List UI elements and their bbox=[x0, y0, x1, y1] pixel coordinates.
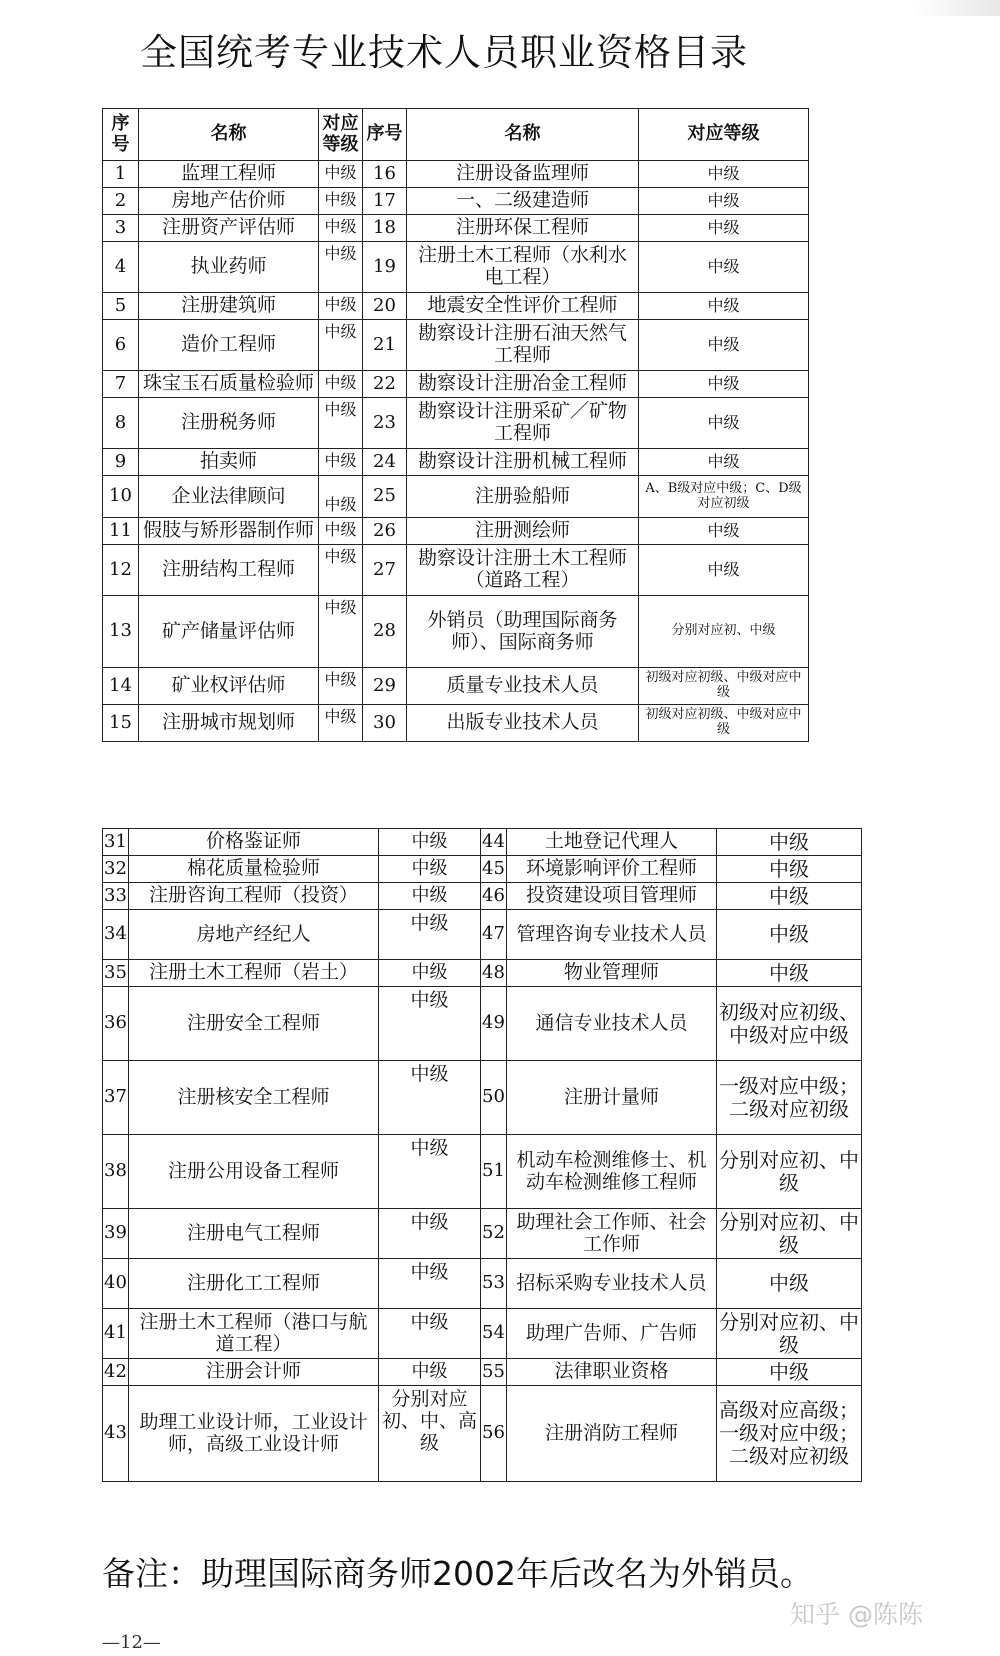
qualification-name: 管理咨询专业技术人员 bbox=[507, 910, 717, 960]
item-number: 47 bbox=[481, 910, 507, 960]
level-cell: 中级 bbox=[717, 1259, 862, 1309]
item-number: 27 bbox=[363, 545, 407, 596]
item-number: 54 bbox=[481, 1309, 507, 1359]
qualification-name: 助理广告师、广告师 bbox=[507, 1309, 717, 1359]
item-number: 43 bbox=[103, 1386, 129, 1482]
qualification-name: 注册结构工程师 bbox=[139, 545, 319, 596]
item-number: 6 bbox=[103, 320, 139, 371]
level-cell: 中级 bbox=[639, 215, 809, 242]
table-row bbox=[103, 1209, 862, 1259]
qualification-table-1 bbox=[102, 108, 809, 742]
level-cell: 一级对应中级；二级对应初级 bbox=[717, 1061, 862, 1135]
level-cell: 中级 bbox=[319, 188, 363, 215]
header-level: 对应等级 bbox=[639, 109, 809, 161]
level-cell: 中级 bbox=[319, 705, 363, 742]
level-cell: 初级对应初级、中级对应中级 bbox=[639, 705, 809, 742]
qualification-name: 注册设备监理师 bbox=[407, 161, 639, 188]
level-cell: 中级 bbox=[379, 1309, 481, 1359]
table-row bbox=[103, 545, 809, 596]
level-cell: 中级 bbox=[639, 518, 809, 545]
level-cell: 中级 bbox=[717, 883, 862, 910]
level-cell: 中级 bbox=[319, 161, 363, 188]
item-number: 20 bbox=[363, 293, 407, 320]
qualification-name: 拍卖师 bbox=[139, 449, 319, 476]
qualification-name: 造价工程师 bbox=[139, 320, 319, 371]
level-cell: 中级 bbox=[717, 960, 862, 987]
table-row bbox=[103, 371, 809, 398]
level-cell: 分别对应初、中级 bbox=[717, 1309, 862, 1359]
level-cell: 中级 bbox=[639, 371, 809, 398]
level-cell: 中级 bbox=[379, 1135, 481, 1209]
level-cell: 分别对应初、中、高级 bbox=[379, 1386, 481, 1482]
level-cell: 中级 bbox=[639, 242, 809, 293]
level-cell: 中级 bbox=[379, 987, 481, 1061]
item-number: 18 bbox=[363, 215, 407, 242]
level-cell: 分别对应初、中级 bbox=[717, 1135, 862, 1209]
qualification-name: 机动车检测维修士、机动车检测维修工程师 bbox=[507, 1135, 717, 1209]
header-level: 对应等级 bbox=[319, 109, 363, 161]
footnote: 备注：助理国际商务师2002年后改名为外销员。 bbox=[102, 1554, 813, 1593]
level-cell: 中级 bbox=[319, 518, 363, 545]
item-number: 30 bbox=[363, 705, 407, 742]
table-row bbox=[103, 1135, 862, 1209]
level-cell: 中级 bbox=[319, 371, 363, 398]
qualification-name: 注册安全工程师 bbox=[129, 987, 379, 1061]
level-cell: 分别对应初、中级 bbox=[639, 596, 809, 668]
level-cell: 中级 bbox=[319, 293, 363, 320]
item-number: 3 bbox=[103, 215, 139, 242]
table-header-row bbox=[103, 109, 809, 161]
level-cell: 中级 bbox=[639, 293, 809, 320]
level-cell: 中级 bbox=[639, 545, 809, 596]
item-number: 33 bbox=[103, 883, 129, 910]
header-name: 名称 bbox=[407, 109, 639, 161]
qualification-name: 矿业权评估师 bbox=[139, 668, 319, 705]
level-cell: 中级 bbox=[379, 829, 481, 856]
level-cell: 中级 bbox=[717, 1359, 862, 1386]
table-row bbox=[103, 856, 862, 883]
level-cell: 中级 bbox=[319, 320, 363, 371]
level-cell: 中级 bbox=[319, 545, 363, 596]
qualification-name: 注册会计师 bbox=[129, 1359, 379, 1386]
table-row bbox=[103, 668, 809, 705]
level-cell: 中级 bbox=[319, 668, 363, 705]
level-cell: 初级对应初级、中级对应中级 bbox=[717, 987, 862, 1061]
qualification-name: 招标采购专业技术人员 bbox=[507, 1259, 717, 1309]
item-number: 56 bbox=[481, 1386, 507, 1482]
item-number: 48 bbox=[481, 960, 507, 987]
item-number: 19 bbox=[363, 242, 407, 293]
page-corner-shadow bbox=[910, 0, 1000, 16]
qualification-name: 注册验船师 bbox=[407, 476, 639, 518]
qualification-name: 物业管理师 bbox=[507, 960, 717, 987]
item-number: 23 bbox=[363, 398, 407, 449]
item-number: 32 bbox=[103, 856, 129, 883]
item-number: 52 bbox=[481, 1209, 507, 1259]
qualification-name: 价格鉴证师 bbox=[129, 829, 379, 856]
qualification-name: 矿产储量评估师 bbox=[139, 596, 319, 668]
item-number: 11 bbox=[103, 518, 139, 545]
qualification-name: 注册土木工程师（港口与航道工程） bbox=[129, 1309, 379, 1359]
qualification-name: 注册资产评估师 bbox=[139, 215, 319, 242]
qualification-name: 注册税务师 bbox=[139, 398, 319, 449]
table-row bbox=[103, 596, 809, 668]
qualification-name: 注册咨询工程师（投资） bbox=[129, 883, 379, 910]
table-row bbox=[103, 1259, 862, 1309]
qualification-name: 注册环保工程师 bbox=[407, 215, 639, 242]
item-number: 49 bbox=[481, 987, 507, 1061]
qualification-name: 助理工业设计师，工业设计师，高级工业设计师 bbox=[129, 1386, 379, 1482]
qualification-name: 勘察设计注册机械工程师 bbox=[407, 449, 639, 476]
level-cell: 中级 bbox=[639, 188, 809, 215]
item-number: 4 bbox=[103, 242, 139, 293]
qualification-name: 珠宝玉石质量检验师 bbox=[139, 371, 319, 398]
table-row bbox=[103, 518, 809, 545]
qualification-name: 执业药师 bbox=[139, 242, 319, 293]
qualification-name: 助理社会工作师、社会工作师 bbox=[507, 1209, 717, 1259]
header-name: 名称 bbox=[139, 109, 319, 161]
table-row bbox=[103, 398, 809, 449]
qualification-name: 出版专业技术人员 bbox=[407, 705, 639, 742]
item-number: 16 bbox=[363, 161, 407, 188]
table-row bbox=[103, 829, 862, 856]
item-number: 42 bbox=[103, 1359, 129, 1386]
qualification-name: 通信专业技术人员 bbox=[507, 987, 717, 1061]
qualification-name: 地震安全性评价工程师 bbox=[407, 293, 639, 320]
level-cell: 中级 bbox=[379, 1359, 481, 1386]
item-number: 37 bbox=[103, 1061, 129, 1135]
header-no: 序号 bbox=[363, 109, 407, 161]
item-number: 28 bbox=[363, 596, 407, 668]
qualification-name: 注册电气工程师 bbox=[129, 1209, 379, 1259]
qualification-name: 一、二级建造师 bbox=[407, 188, 639, 215]
level-cell: 中级 bbox=[319, 596, 363, 668]
table-row bbox=[103, 910, 862, 960]
qualification-table-2 bbox=[102, 828, 862, 1482]
qualification-name: 棉花质量检验师 bbox=[129, 856, 379, 883]
item-number: 24 bbox=[363, 449, 407, 476]
level-cell: 中级 bbox=[379, 1209, 481, 1259]
item-number: 36 bbox=[103, 987, 129, 1061]
qualification-name: 注册计量师 bbox=[507, 1061, 717, 1135]
item-number: 40 bbox=[103, 1259, 129, 1309]
level-cell: 中级 bbox=[319, 215, 363, 242]
level-cell: 中级 bbox=[379, 883, 481, 910]
table-row bbox=[103, 242, 809, 293]
table-row bbox=[103, 215, 809, 242]
qualification-name: 环境影响评价工程师 bbox=[507, 856, 717, 883]
level-cell: 中级 bbox=[717, 910, 862, 960]
level-cell: 中级 bbox=[319, 449, 363, 476]
page-number: —12— bbox=[102, 1632, 161, 1653]
table-row bbox=[103, 293, 809, 320]
qualification-name: 注册土木工程师（岩土） bbox=[129, 960, 379, 987]
qualification-name: 注册城市规划师 bbox=[139, 705, 319, 742]
level-cell: 中级 bbox=[319, 398, 363, 449]
qualification-name: 注册建筑师 bbox=[139, 293, 319, 320]
qualification-name: 外销员（助理国际商务师）、国际商务师 bbox=[407, 596, 639, 668]
item-number: 45 bbox=[481, 856, 507, 883]
level-cell: A、B级对应中级；C、D级对应初级 bbox=[639, 476, 809, 518]
level-cell: 中级 bbox=[639, 449, 809, 476]
item-number: 10 bbox=[103, 476, 139, 518]
qualification-name: 注册化工工程师 bbox=[129, 1259, 379, 1309]
item-number: 8 bbox=[103, 398, 139, 449]
qualification-name: 勘察设计注册土木工程师（道路工程） bbox=[407, 545, 639, 596]
table-row bbox=[103, 161, 809, 188]
level-cell: 中级 bbox=[379, 910, 481, 960]
table-row bbox=[103, 320, 809, 371]
table-row bbox=[103, 705, 809, 742]
item-number: 14 bbox=[103, 668, 139, 705]
level-cell: 中级 bbox=[639, 161, 809, 188]
qualification-name: 注册消防工程师 bbox=[507, 1386, 717, 1482]
level-cell: 中级 bbox=[379, 856, 481, 883]
item-number: 5 bbox=[103, 293, 139, 320]
qualification-name: 勘察设计注册石油天然气工程师 bbox=[407, 320, 639, 371]
qualification-name: 注册核安全工程师 bbox=[129, 1061, 379, 1135]
table-row bbox=[103, 883, 862, 910]
item-number: 12 bbox=[103, 545, 139, 596]
level-cell: 中级 bbox=[379, 1259, 481, 1309]
item-number: 13 bbox=[103, 596, 139, 668]
table-row bbox=[103, 960, 862, 987]
level-cell: 中级 bbox=[717, 856, 862, 883]
level-cell: 中级 bbox=[319, 242, 363, 293]
item-number: 38 bbox=[103, 1135, 129, 1209]
level-cell: 中级 bbox=[379, 960, 481, 987]
qualification-name: 投资建设项目管理师 bbox=[507, 883, 717, 910]
item-number: 7 bbox=[103, 371, 139, 398]
qualification-name: 质量专业技术人员 bbox=[407, 668, 639, 705]
item-number: 21 bbox=[363, 320, 407, 371]
item-number: 31 bbox=[103, 829, 129, 856]
watermark: 知乎 @陈陈 bbox=[790, 1600, 923, 1629]
item-number: 25 bbox=[363, 476, 407, 518]
item-number: 41 bbox=[103, 1309, 129, 1359]
qualification-name: 监理工程师 bbox=[139, 161, 319, 188]
item-number: 34 bbox=[103, 910, 129, 960]
qualification-name: 勘察设计注册采矿／矿物工程师 bbox=[407, 398, 639, 449]
table-row bbox=[103, 1359, 862, 1386]
qualification-name: 勘察设计注册冶金工程师 bbox=[407, 371, 639, 398]
level-cell: 高级对应高级；一级对应中级；二级对应初级 bbox=[717, 1386, 862, 1482]
header-no: 序号 bbox=[103, 109, 139, 161]
item-number: 46 bbox=[481, 883, 507, 910]
table-row bbox=[103, 1309, 862, 1359]
table-row bbox=[103, 1386, 862, 1482]
table-row bbox=[103, 188, 809, 215]
item-number: 17 bbox=[363, 188, 407, 215]
qualification-name: 房地产经纪人 bbox=[129, 910, 379, 960]
level-cell: 中级 bbox=[319, 476, 363, 518]
item-number: 39 bbox=[103, 1209, 129, 1259]
qualification-name: 企业法律顾问 bbox=[139, 476, 319, 518]
item-number: 55 bbox=[481, 1359, 507, 1386]
level-cell: 中级 bbox=[717, 829, 862, 856]
qualification-name: 房地产估价师 bbox=[139, 188, 319, 215]
item-number: 9 bbox=[103, 449, 139, 476]
table-row bbox=[103, 987, 862, 1061]
item-number: 26 bbox=[363, 518, 407, 545]
qualification-name: 法律职业资格 bbox=[507, 1359, 717, 1386]
table-row bbox=[103, 476, 809, 518]
item-number: 22 bbox=[363, 371, 407, 398]
table-row bbox=[103, 449, 809, 476]
level-cell: 中级 bbox=[639, 320, 809, 371]
item-number: 53 bbox=[481, 1259, 507, 1309]
qualification-name: 注册土木工程师（水利水电工程） bbox=[407, 242, 639, 293]
item-number: 15 bbox=[103, 705, 139, 742]
level-cell: 中级 bbox=[379, 1061, 481, 1135]
table-row bbox=[103, 1061, 862, 1135]
qualification-name: 假肢与矫形器制作师 bbox=[139, 518, 319, 545]
page-title: 全国统考专业技术人员职业资格目录 bbox=[140, 31, 748, 74]
item-number: 1 bbox=[103, 161, 139, 188]
item-number: 44 bbox=[481, 829, 507, 856]
item-number: 29 bbox=[363, 668, 407, 705]
item-number: 51 bbox=[481, 1135, 507, 1209]
qualification-name: 注册测绘师 bbox=[407, 518, 639, 545]
item-number: 2 bbox=[103, 188, 139, 215]
level-cell: 分别对应初、中级 bbox=[717, 1209, 862, 1259]
item-number: 35 bbox=[103, 960, 129, 987]
qualification-name: 土地登记代理人 bbox=[507, 829, 717, 856]
qualification-name: 注册公用设备工程师 bbox=[129, 1135, 379, 1209]
level-cell: 初级对应初级、中级对应中级 bbox=[639, 668, 809, 705]
level-cell: 中级 bbox=[639, 398, 809, 449]
item-number: 50 bbox=[481, 1061, 507, 1135]
